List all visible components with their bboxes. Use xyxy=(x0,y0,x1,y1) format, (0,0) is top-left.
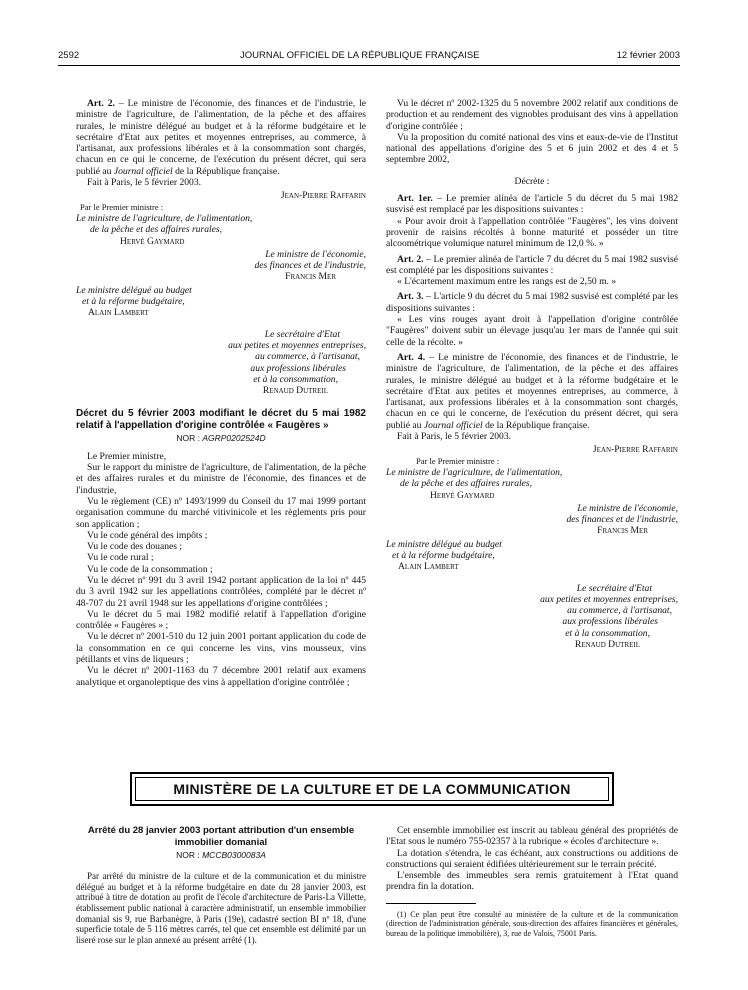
decret-visas-continued xyxy=(386,98,678,166)
visa-paragraph: Le Premier ministre, xyxy=(87,450,167,462)
min-agri-l1-2: Le ministre de l'agriculture, de l'alimentation, xyxy=(386,466,563,478)
visa-paragraph: Vu le code général des impôts ; xyxy=(87,529,208,541)
article-3: Art. 3. – L'article 9 du décret du 5 mai 1982 susvisé est complété par les dispositions suivantes : xyxy=(386,291,678,314)
sec-l4: aux professions libérales xyxy=(250,362,346,374)
visa-paragraph: Vu le code rural ; xyxy=(87,552,154,564)
article-1: Art. 1er. – Le premier alinéa de l'article 5 du décret du 5 mai 1982 susvisé est remplacé par les dispositions suivantes : xyxy=(386,193,678,216)
fait-a-paris-2: Fait à Paris, le 5 février 2003. xyxy=(397,431,512,443)
visa-paragraph: Vu le code des douanes ; xyxy=(87,541,183,553)
visa-paragraph: Vu le code de la consommation ; xyxy=(87,563,213,575)
arrete-paragraph: L'ensemble des immeubles sera remis gratuitement à l'Etat quand prendra fin la dotation. xyxy=(386,870,678,893)
visa-paragraph: Vu le règlement (CE) nº 1493/1999 du Conseil du 17 mai 1999 portant organisation commune du marché vitivinicole et les règlements pris pour son application ; xyxy=(76,495,366,530)
par-premier-ministre: Par le Premier ministre : xyxy=(80,201,164,212)
min-bud-l1-2: Le ministre délégué au budget xyxy=(386,538,502,550)
sec-l3-2: au commerce, à l'artisanat, xyxy=(567,605,672,617)
visa-paragraph: Vu la proposition du comité national des vins et eaux-de-vie de l'Institut national des appellations d'origine des 5 et 6 juin 2002 et des 4 et 5 septembre 2002, xyxy=(386,131,678,166)
min-agri-l2-2: de la pêche et des affaires rurales, xyxy=(400,478,533,490)
header-rule xyxy=(58,65,680,66)
arrete-left xyxy=(76,825,366,945)
par-premier-ministre-2: Par le Premier ministre : xyxy=(416,455,500,466)
signer-pm: Jean-Pierre Raffarin xyxy=(280,190,366,202)
arrete-paragraph: La dotation s'étendra, le cas échéant, aux constructions ou additions de constructions qui seraient édifiées ultérieurement sur le terrain précité. xyxy=(386,847,678,870)
arrete-paragraph: Par arrêté du ministre de la culture et de la communication et du ministre délégué au budget et à la réforme budgétaire en date du 28 janvier 2003, est attribué à titre de dotation au profit de l'école d'architecture de Paris-La Villette, établissement public national à caractère administratif, un ensemble immobilier domanial sis 9, rue Barbanègre, à Paris (19e), cadastré section BI nº 18, d'une superficie totale de 5 116 mètres carrés, tel que cet ensemble est délimité par un liseré rose sur le plan annexé au présent arrêté (1). xyxy=(76,871,366,945)
ministry-banner-title: MINISTÈRE DE LA CULTURE ET DE LA COMMUNICATION xyxy=(135,777,609,801)
visa-paragraph: Vu le décret nº 2001-1163 du 7 décembre 2001 relatif aux examens analytique et organoleptique des vins à appellation d'origine contrôlée ; xyxy=(76,665,366,688)
sec-name: Renaud Dutreil xyxy=(262,385,328,397)
arrete-right xyxy=(386,825,678,938)
sec-l5: et à la consommation, xyxy=(253,373,338,385)
min-eco-l2: des finances et de l'industrie, xyxy=(254,260,366,272)
min-eco-name-2: Francis Mer xyxy=(597,525,648,537)
min-eco-l2-2: des finances et de l'industrie, xyxy=(566,514,678,526)
article-2-quote: « L'écartement maximum entre les rangs est de 2,50 m. » xyxy=(397,276,617,288)
arrete-nor: NOR : MCCB0300083A xyxy=(176,850,266,860)
min-agri-l1: Le ministre de l'agriculture, de l'alimentation, xyxy=(76,212,253,224)
article-4: Art. 4. – Le ministre de l'économie, des finances et de l'industrie, le ministre de l'agriculture, de l'alimentation, de la pêche et des affaires rurales, le ministre délégué au budget et à la réforme budgétaire et le secrétaire d'Etat aux petites et moyennes entreprises, au commerce, à l'artisanat, aux professions libérales et à la consommation sont chargés, chacun en ce qui le concerne, de l'exécution du présent décret, qui sera publié au Journal officiel de la République française. xyxy=(386,351,679,431)
min-bud-l2-2: et à la réforme budgétaire, xyxy=(392,549,495,561)
decret-visas xyxy=(76,451,366,688)
article-2: Art. 2. – Le premier alinéa de l'article 7 du décret du 5 mai 1982 susvisé est complété par les dispositions suivantes : xyxy=(386,253,678,276)
decret-nor: NOR : AGRP0202524D xyxy=(176,433,266,444)
min-agri-l2: de la pêche et des affaires rurales, xyxy=(90,224,223,236)
min-bud-l1: Le ministre délégué au budget xyxy=(76,284,192,296)
min-bud-name: Alain Lambert xyxy=(88,307,149,319)
min-agri-name: Hervé Gaymard xyxy=(120,235,185,247)
page-number: 2592 xyxy=(58,50,80,61)
left-column xyxy=(76,98,366,688)
min-agri-name-2: Hervé Gaymard xyxy=(430,489,495,501)
page-header xyxy=(58,50,680,64)
ministry-banner xyxy=(130,772,614,806)
sec-l2: aux petites et moyennes entreprises, xyxy=(228,339,366,351)
sec-l3: au commerce, à l'artisanat, xyxy=(255,351,360,363)
min-eco-name: Francis Mer xyxy=(285,271,336,283)
footnote: (1) Ce plan peut être consulté au ministère de la culture et de la communication (direction de l'administration générale, sous-direction des affaires financières et générales, bureau de la politique immobilière), 3, rue de Valois, 75001 Paris. xyxy=(386,909,678,938)
visa-paragraph: Vu le décret nº 2002-1325 du 5 novembre 2002 relatif aux conditions de production et au rendement des vignobles produisant des vins à appellation d'origine contrôlée ; xyxy=(386,98,678,132)
footnote-rule xyxy=(386,903,476,904)
min-bud-name-2: Alain Lambert xyxy=(398,561,459,573)
issue-date: 12 février 2003 xyxy=(616,50,680,61)
sec-l4-2: aux professions libérales xyxy=(562,616,658,628)
visa-paragraph: Sur le rapport du ministre de l'agriculture, de l'alimentation, de la pêche et des affaires rurales et du ministre de l'économie, des finances et de l'industrie, xyxy=(76,462,366,496)
article-2-paragraph: Art. 2. – Le ministre de l'économie, des finances et de l'industrie, le ministre de l'agriculture, de l'alimentation, de la pêche et des affaires rurales, le ministre délégué au budget et à la réforme budgétaire et le secrétaire d'Etat aux petites et moyennes entreprises, au commerce, à l'artisanat, aux professions libérales et à la consommation sont chargés, chacun en ce qui le concerne, de l'exécution du présent décret, qui sera publié au Journal officiel de la République française. xyxy=(76,98,366,177)
min-eco-l1-2: Le ministre de l'économie, xyxy=(577,502,678,514)
sec-name-2: Renaud Dutreil xyxy=(574,639,640,651)
sec-l1-2: Le secrétaire d'Etat xyxy=(576,582,652,594)
decret-title: Décret du 5 février 2003 modifiant le décret du 5 mai 1982 relatif à l'appellation d'origine contrôlée « Faugères » xyxy=(76,408,366,431)
decrete: Décrète : xyxy=(514,175,550,187)
signer-pm-2: Jean-Pierre Raffarin xyxy=(592,444,678,456)
arrete-paragraph: Cet ensemble immobilier est inscrit au tableau général des propriétés de l'Etat sous le numéro 755-02357 à la rubrique « écoles d'architecture ». xyxy=(386,825,678,848)
article-1-quote: « Pour avoir droit à l'appellation contrôlée "Faugères", les vins doivent provenir de raisins récoltés à bonne maturité et posséder un titre alcoométrique volumique naturel minimum de 12,0 %. » xyxy=(386,215,678,250)
sec-l2-2: aux petites et moyennes entreprises, xyxy=(540,593,678,605)
article-3-quote: « Les vins rouges ayant droit à l'appellation d'origine contrôlée "Faugères" doivent subir un élevage jusqu'au 1er mars de l'année qui suit celle de la récolte. » xyxy=(386,314,678,348)
journal-title: JOURNAL OFFICIEL DE LA RÉPUBLIQUE FRANÇAISE xyxy=(240,50,480,61)
visa-paragraph: Vu le décret nº 2001-510 du 12 juin 2001 portant application du code de la consommation en ce qui concerne les vins, vins mousseux, vins pétillants et vins de liqueurs ; xyxy=(76,631,366,666)
min-bud-l2: et à la réforme budgétaire, xyxy=(82,296,185,308)
min-eco-l1: Le ministre de l'économie, xyxy=(265,248,366,260)
visa-paragraph: Vu le décret nº 991 du 3 avril 1942 portant application de la loi nº 445 du 3 avril 1942 sur les appellations contrôlées, complété par le décret nº 48-707 du 21 avril 1948 sur les appellations d'origine contrôlées ; xyxy=(76,574,366,609)
visa-paragraph: Vu le décret du 5 mai 1982 modifié relatif à l'appellation d'origine contrôlée « Faugères » ; xyxy=(76,608,366,632)
arrete-right-paras xyxy=(386,825,678,893)
arrete-title: Arrêté du 28 janvier 2003 portant attribution d'un ensemble immobilier domanial xyxy=(87,825,355,848)
sec-l5-2: et à la consommation, xyxy=(565,627,650,639)
fait-a-paris: Fait à Paris, le 5 février 2003. xyxy=(87,177,202,189)
sec-l1: Le secrétaire d'Etat xyxy=(264,328,340,340)
right-column xyxy=(386,98,678,650)
